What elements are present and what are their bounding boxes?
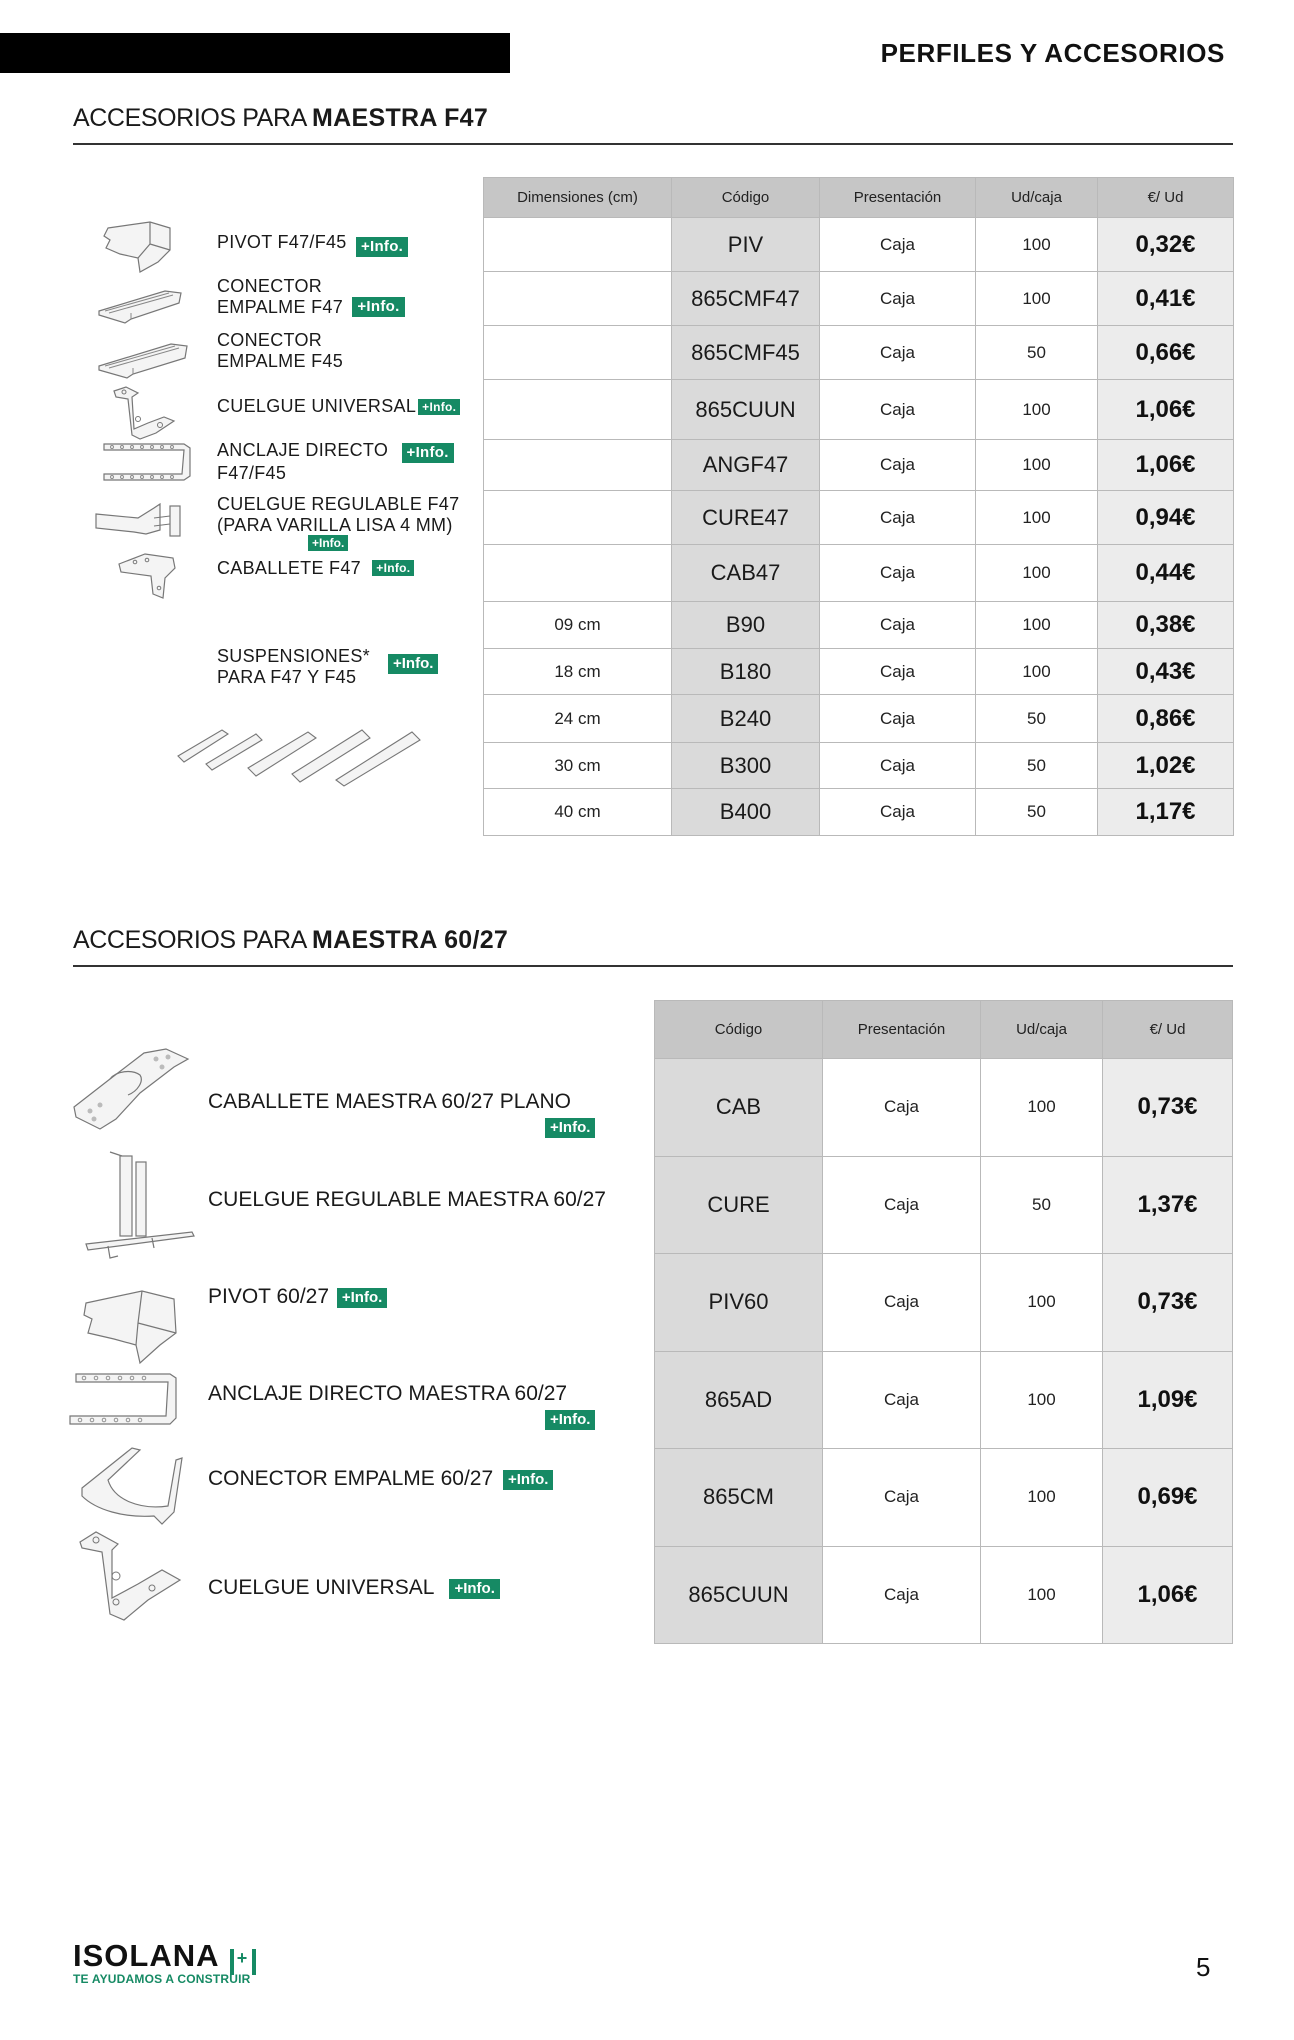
- column-header-presentation: Presentación: [823, 1001, 981, 1059]
- units-cell: 100: [976, 649, 1098, 695]
- dimension-cell: [484, 380, 672, 440]
- item-label: EMPALME F47: [217, 297, 344, 317]
- info-button[interactable]: +Info.: [372, 560, 414, 576]
- column-header-presentation: Presentación: [820, 178, 976, 218]
- code-cell: CAB: [655, 1059, 823, 1157]
- price-cell: 0,38€: [1098, 602, 1234, 649]
- pivot-icon: [100, 218, 178, 274]
- presentation-cell: Caja: [823, 1351, 981, 1449]
- page-number: 5: [1196, 1952, 1211, 1982]
- presentation-cell: Caja: [820, 695, 976, 743]
- info-button[interactable]: +Info.: [545, 1118, 595, 1138]
- presentation-cell: Caja: [820, 743, 976, 789]
- price-table-6027: [654, 1000, 1233, 1644]
- list-item-anclaje-directo: [217, 440, 454, 484]
- dimension-cell: 18 cm: [484, 649, 672, 695]
- price-cell: 0,73€: [1103, 1254, 1233, 1352]
- units-cell: 100: [976, 545, 1098, 602]
- list-item-pivot-f47: [217, 232, 408, 257]
- item-label: PIVOT 60/27: [208, 1285, 330, 1308]
- code-cell: B400: [672, 789, 820, 836]
- code-cell: 865CMF47: [672, 272, 820, 326]
- price-cell: 1,06€: [1103, 1546, 1233, 1644]
- item-label: EMPALME F45: [217, 351, 344, 371]
- connector-icon: [78, 1440, 182, 1526]
- logo-text: ISOLANA: [73, 1938, 220, 1973]
- table-row: [655, 1059, 1233, 1157]
- units-cell: 100: [981, 1059, 1103, 1157]
- table-row: [484, 789, 1234, 836]
- presentation-cell: Caja: [820, 491, 976, 545]
- item-label: (PARA VARILLA LISA 4 MM): [217, 515, 453, 535]
- table-row: [484, 218, 1234, 272]
- price-cell: 0,43€: [1098, 649, 1234, 695]
- item-label: CABALLETE MAESTRA 60/27 PLANO: [208, 1090, 571, 1113]
- universal-hanger-icon: [108, 385, 182, 441]
- units-cell: 50: [976, 743, 1098, 789]
- item-label: SUSPENSIONES*: [217, 646, 370, 666]
- column-header-price: €/ Ud: [1103, 1001, 1233, 1059]
- units-cell: 100: [976, 272, 1098, 326]
- section-title-bold: MAESTRA 60/27: [312, 926, 509, 954]
- section-title-6027: [73, 926, 508, 955]
- table-row: [484, 272, 1234, 326]
- section-divider: [73, 143, 1233, 145]
- table-header-row: [484, 178, 1234, 218]
- presentation-cell: Caja: [820, 326, 976, 380]
- info-button[interactable]: +Info.: [388, 654, 438, 674]
- item-label: CUELGUE REGULABLE F47: [217, 494, 460, 514]
- units-cell: 50: [976, 789, 1098, 836]
- universal-hanger-icon: [76, 1530, 188, 1624]
- price-cell: 0,32€: [1098, 218, 1234, 272]
- units-cell: 50: [976, 695, 1098, 743]
- presentation-cell: Caja: [820, 272, 976, 326]
- adjustable-hanger-icon: [94, 500, 190, 540]
- list-item-conector-f47: [217, 276, 405, 318]
- presentation-cell: Caja: [823, 1254, 981, 1352]
- units-cell: 100: [976, 491, 1098, 545]
- list-item-suspensiones: [217, 646, 370, 688]
- column-header-units: Ud/caja: [976, 178, 1098, 218]
- list-item-cuelgue-universal-6027: [208, 1576, 500, 1600]
- units-cell: 50: [981, 1156, 1103, 1254]
- table-row: [484, 491, 1234, 545]
- table-row: [655, 1254, 1233, 1352]
- code-cell: B90: [672, 602, 820, 649]
- code-cell: CURE: [655, 1156, 823, 1254]
- table-row: [484, 380, 1234, 440]
- column-header-code: Código: [655, 1001, 823, 1059]
- info-button[interactable]: +Info.: [308, 535, 348, 551]
- presentation-cell: Caja: [823, 1449, 981, 1547]
- presentation-cell: Caja: [820, 218, 976, 272]
- presentation-cell: Caja: [820, 440, 976, 491]
- logo-plus-mark: +: [230, 1949, 256, 1975]
- item-label: ANCLAJE DIRECTO MAESTRA 60/27: [208, 1382, 568, 1405]
- price-cell: 0,86€: [1098, 695, 1234, 743]
- presentation-cell: Caja: [820, 789, 976, 836]
- dimension-cell: 40 cm: [484, 789, 672, 836]
- units-cell: 100: [981, 1546, 1103, 1644]
- price-cell: 1,06€: [1098, 440, 1234, 491]
- item-label: PIVOT F47/F45: [217, 232, 347, 252]
- section-title-f47: [73, 104, 488, 133]
- dimension-cell: [484, 272, 672, 326]
- table-row: [655, 1449, 1233, 1547]
- trestle-icon: [115, 548, 181, 602]
- dimension-cell: [484, 491, 672, 545]
- suspensions-icon: [176, 708, 420, 786]
- item-label: CONECTOR EMPALME 60/27: [208, 1467, 494, 1490]
- code-cell: PIV60: [655, 1254, 823, 1352]
- units-cell: 100: [981, 1351, 1103, 1449]
- list-item-cuelgue-universal: [217, 396, 460, 417]
- direct-anchor-icon: [100, 440, 200, 484]
- page-header-title: PERFILES Y ACCESORIOS: [880, 38, 1225, 68]
- info-button[interactable]: +Info.: [449, 1579, 499, 1599]
- presentation-cell: Caja: [820, 602, 976, 649]
- list-item-anclaje-directo-6027: [208, 1382, 567, 1406]
- code-cell: B300: [672, 743, 820, 789]
- dimension-cell: 30 cm: [484, 743, 672, 789]
- price-cell: 1,37€: [1103, 1156, 1233, 1254]
- price-cell: 1,02€: [1098, 743, 1234, 789]
- info-button[interactable]: +Info.: [503, 1470, 553, 1490]
- info-button[interactable]: +Info.: [356, 237, 408, 257]
- presentation-cell: Caja: [823, 1546, 981, 1644]
- table-header-row: [655, 1001, 1233, 1059]
- price-cell: 1,17€: [1098, 789, 1234, 836]
- column-header-dimensions: Dimensiones (cm): [484, 178, 672, 218]
- code-cell: 865AD: [655, 1351, 823, 1449]
- section-title-bold: MAESTRA F47: [312, 104, 489, 132]
- code-cell: PIV: [672, 218, 820, 272]
- info-button[interactable]: +Info.: [337, 1288, 387, 1308]
- price-cell: 0,44€: [1098, 545, 1234, 602]
- list-item-caballete-f47: [217, 558, 414, 579]
- code-cell: CAB47: [672, 545, 820, 602]
- presentation-cell: Caja: [823, 1059, 981, 1157]
- item-label: PARA F47 Y F45: [217, 667, 357, 687]
- table-row: [484, 602, 1234, 649]
- column-header-units: Ud/caja: [981, 1001, 1103, 1059]
- info-button[interactable]: +Info.: [352, 297, 404, 317]
- list-item-conector-6027: [208, 1467, 553, 1491]
- connector-icon: [95, 338, 191, 380]
- code-cell: B180: [672, 649, 820, 695]
- units-cell: 100: [976, 440, 1098, 491]
- units-cell: 100: [976, 380, 1098, 440]
- dimension-cell: 24 cm: [484, 695, 672, 743]
- item-label: CUELGUE REGULABLE MAESTRA 60/27: [208, 1188, 606, 1211]
- table-row: [655, 1156, 1233, 1254]
- item-label: F47/F45: [217, 463, 287, 483]
- code-cell: B240: [672, 695, 820, 743]
- table-row: [484, 440, 1234, 491]
- list-item-conector-f45: [217, 330, 343, 372]
- code-cell: 865CUUN: [672, 380, 820, 440]
- item-label: CONECTOR: [217, 276, 323, 296]
- column-header-code: Código: [672, 178, 820, 218]
- table-row: [484, 326, 1234, 380]
- info-button[interactable]: +Info.: [402, 443, 454, 463]
- units-cell: 100: [981, 1449, 1103, 1547]
- connector-icon: [95, 285, 185, 325]
- dimension-cell: [484, 218, 672, 272]
- info-button[interactable]: +Info.: [418, 399, 460, 415]
- section-divider: [73, 965, 1233, 967]
- dimension-cell: [484, 545, 672, 602]
- code-cell: ANGF47: [672, 440, 820, 491]
- brand-logo: [73, 1938, 256, 1975]
- list-item-cuelgue-regulable: [217, 494, 459, 536]
- dimension-cell: [484, 326, 672, 380]
- item-label: ANCLAJE DIRECTO: [217, 440, 389, 460]
- price-cell: 0,41€: [1098, 272, 1234, 326]
- price-table-f47: [483, 177, 1234, 836]
- item-label: CUELGUE UNIVERSAL: [217, 396, 417, 416]
- adjustable-hanger-icon: [82, 1150, 198, 1260]
- presentation-cell: Caja: [820, 545, 976, 602]
- info-button[interactable]: +Info.: [545, 1410, 595, 1430]
- brand-tagline: TE AYUDAMOS A CONSTRUIR: [73, 1972, 251, 1986]
- list-item-cuelgue-regulable-6027: [208, 1188, 606, 1212]
- units-cell: 50: [976, 326, 1098, 380]
- pivot-icon: [80, 1283, 180, 1367]
- table-row: [655, 1546, 1233, 1644]
- list-item-caballete-plano: [208, 1090, 571, 1114]
- price-cell: 0,73€: [1103, 1059, 1233, 1157]
- flat-trestle-icon: [70, 1045, 194, 1131]
- code-cell: 865CMF45: [672, 326, 820, 380]
- table-row: [655, 1351, 1233, 1449]
- section-title-light: ACCESORIOS PARA: [73, 104, 306, 132]
- presentation-cell: Caja: [823, 1156, 981, 1254]
- table-row: [484, 649, 1234, 695]
- dimension-cell: 09 cm: [484, 602, 672, 649]
- table-row: [484, 695, 1234, 743]
- column-header-price: €/ Ud: [1098, 178, 1234, 218]
- item-label: CABALLETE F47: [217, 558, 361, 578]
- list-item-pivot-6027: [208, 1285, 387, 1309]
- units-cell: 100: [981, 1254, 1103, 1352]
- units-cell: 100: [976, 218, 1098, 272]
- code-cell: CURE47: [672, 491, 820, 545]
- price-cell: 0,69€: [1103, 1449, 1233, 1547]
- table-row: [484, 743, 1234, 789]
- item-label: CONECTOR: [217, 330, 323, 350]
- header-black-bar: [0, 33, 510, 73]
- section-title-light: ACCESORIOS PARA: [73, 926, 306, 954]
- code-cell: 865CM: [655, 1449, 823, 1547]
- dimension-cell: [484, 440, 672, 491]
- price-cell: 0,94€: [1098, 491, 1234, 545]
- table-row: [484, 545, 1234, 602]
- presentation-cell: Caja: [820, 649, 976, 695]
- price-cell: 1,06€: [1098, 380, 1234, 440]
- code-cell: 865CUUN: [655, 1546, 823, 1644]
- direct-anchor-icon: [66, 1370, 184, 1430]
- price-cell: 1,09€: [1103, 1351, 1233, 1449]
- price-cell: 0,66€: [1098, 326, 1234, 380]
- units-cell: 100: [976, 602, 1098, 649]
- presentation-cell: Caja: [820, 380, 976, 440]
- item-label: CUELGUE UNIVERSAL: [208, 1576, 434, 1599]
